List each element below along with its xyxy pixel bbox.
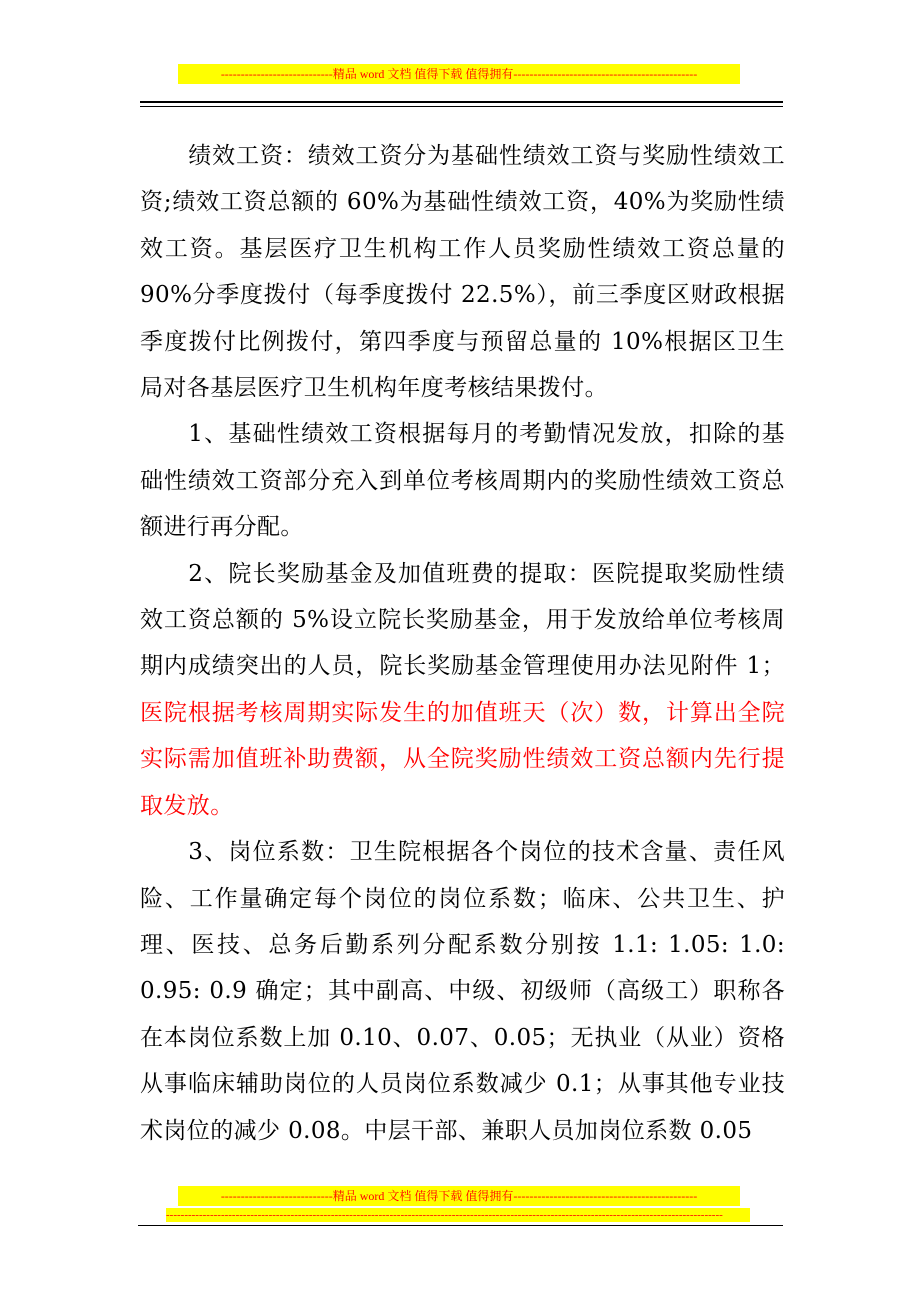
- header-rule-bottom: [140, 106, 783, 107]
- header-banner: ----------------------------精品 word 文档 值得下载 值得拥有----------------------------------------------: [178, 64, 740, 84]
- footer-rule: [138, 1225, 783, 1226]
- header-rule-top: [140, 101, 783, 103]
- paragraph-post-coefficient: 3、岗位系数：卫生院根据各个岗位的技术含量、责任风险、工作量确定每个岗位的岗位系数；临床、公共卫生、护理、医技、总务后勤系列分配系数分别按 1.1: 1.05: 1.0: 0.95: 0.9 确定；其中副高、中级、初级师（高级工）职称各在本岗位系数上加 0.10、0.07、0.05；无执业（从业）资格从事临床辅助岗位的人员岗位系数减少 0.1；从事其他专业技术岗位的减少 0.08。中层干部、兼职人员加岗位系数 0.05: [140, 839, 785, 1144]
- paragraph-performance-pay: 绩效工资：绩效工资分为基础性绩效工资与奖励性绩效工资;绩效工资总额的 60%为基础性绩效工资，40%为奖励性绩效工资。基层医疗卫生机构工作人员奖励性绩效工资总量的 90%分季度拨付（每季度拨付 22.5%），前三季度区财政根据季度拨付比例拨付，第四季度与预留总量的 10%根据区卫生局对各基层医疗卫生机构年度考核结果拨付。: [140, 143, 785, 402]
- paragraph-director-fund: [140, 551, 785, 829]
- footer-dash-line: --------------------------------------------------------------------------------------------------------------------------------------------------------: [166, 1208, 750, 1222]
- paragraph-basic-pay: 1、基础性绩效工资根据每月的考勤情况发放，扣除的基础性绩效工资部分充入到单位考核周期内的奖励性绩效工资总额进行再分配。: [140, 421, 785, 541]
- document-body: [140, 133, 785, 1154]
- footer-banner: ----------------------------精品 word 文档 值得下载 值得拥有----------------------------------------------: [178, 1186, 740, 1206]
- overtime-fee-text: 医院根据考核周期实际发生的加值班天（次）数，计算出全院实际需加值班补助费额，从全院奖励性绩效工资总额内先行提取发放。: [140, 699, 785, 819]
- director-fund-text: 2、院长奖励基金及加值班费的提取：医院提取奖励性绩效工资总额的 5%设立院长奖励基金，用于发放给单位考核周期内成绩突出的人员，院长奖励基金管理使用办法见附件 1；: [140, 560, 785, 680]
